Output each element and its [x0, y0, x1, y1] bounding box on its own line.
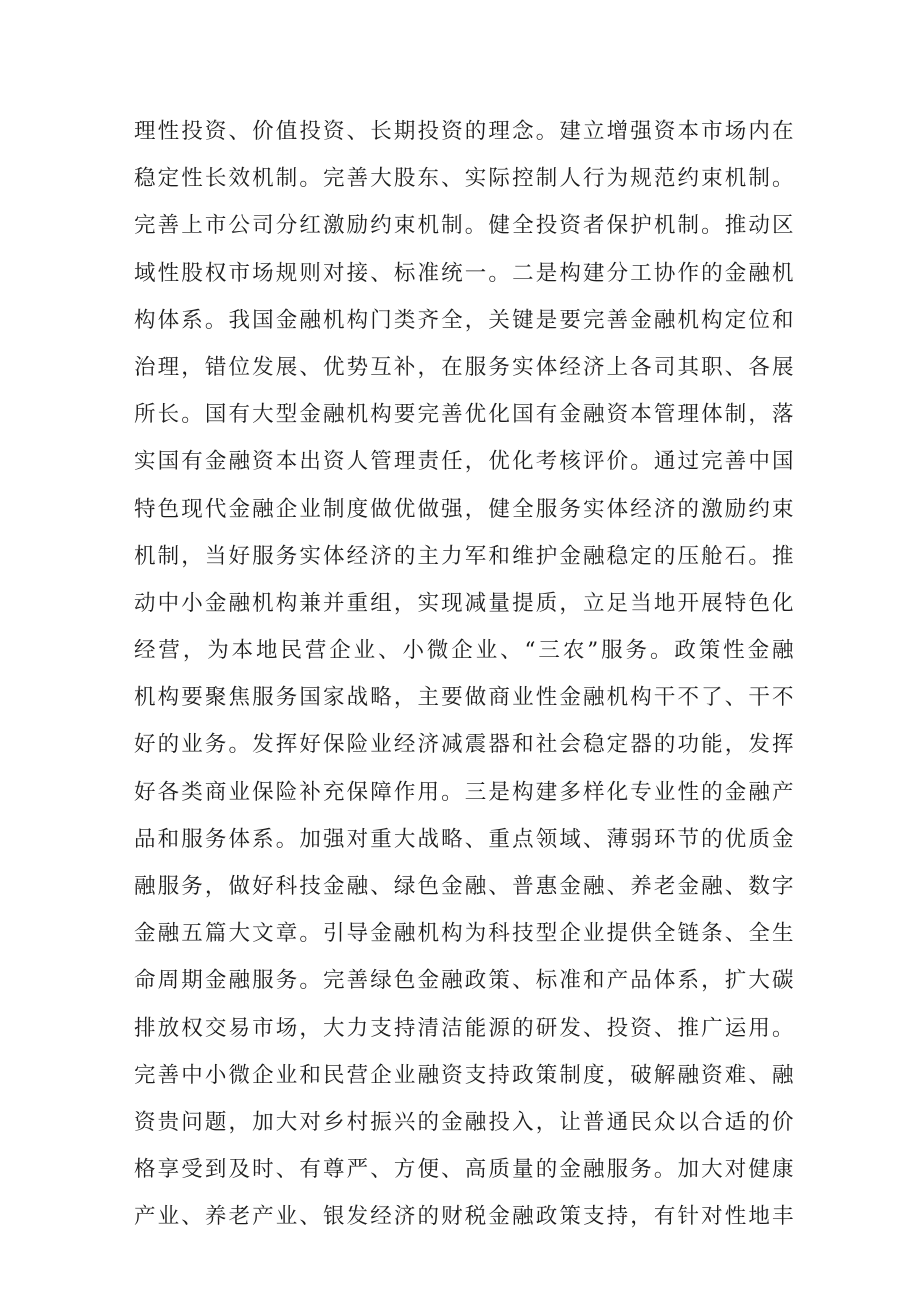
text-line: 稳定性长效机制。完善大股东、实际控制人行为规范约束机制。 — [134, 166, 794, 192]
text-line: 排放权交易市场，大力支持清洁能源的研发、投资、推广运用。 — [134, 1015, 794, 1041]
text-line: 经营，为本地民营企业、小微企业、“三农”服务。政策性金融 — [134, 638, 794, 664]
text-line: 机构要聚焦服务国家战略，主要做商业性金融机构干不了、干不 — [134, 685, 794, 711]
text-line: 实国有金融资本出资人管理责任，优化考核评价。通过完善中国 — [134, 449, 794, 475]
text-line: 治理，错位发展、优势互补，在服务实体经济上各司其职、各展 — [134, 354, 794, 380]
text-line: 动中小金融机构兼并重组，实现减量提质，立足当地开展特色化 — [134, 590, 794, 616]
text-line: 构体系。我国金融机构门类齐全，关键是要完善金融机构定位和 — [134, 307, 794, 333]
text-line: 特色现代金融企业制度做优做强，健全服务实体经济的激励约束 — [134, 496, 794, 522]
body-paragraph — [134, 108, 794, 1241]
text-line: 产业、养老产业、银发经济的财税金融政策支持，有针对性地丰 — [134, 1204, 794, 1230]
text-line: 命周期金融服务。完善绿色金融政策、标准和产品体系，扩大碳 — [134, 968, 794, 994]
text-line: 理性投资、价值投资、长期投资的理念。建立增强资本市场内在 — [134, 119, 794, 144]
text-line: 品和服务体系。加强对重大战略、重点领域、薄弱环节的优质金 — [134, 826, 794, 852]
text-line: 格享受到及时、有尊严、方便、高质量的金融服务。加大对健康 — [134, 1157, 794, 1183]
text-line: 好各类商业保险补充保障作用。三是构建多样化专业性的金融产 — [134, 779, 794, 805]
text-line: 所长。国有大型金融机构要完善优化国有金融资本管理体制，落 — [134, 402, 794, 428]
text-line: 完善上市公司分红激励约束机制。健全投资者保护机制。推动区 — [134, 213, 794, 239]
text-line: 资贵问题，加大对乡村振兴的金融投入，让普通民众以合适的价 — [134, 1109, 794, 1135]
text-line: 机制，当好服务实体经济的主力军和维护金融稳定的压舱石。推 — [134, 543, 794, 569]
text-line: 金融五篇大文章。引导金融机构为科技型企业提供全链条、全生 — [134, 921, 794, 947]
text-line: 好的业务。发挥好保险业经济减震器和社会稳定器的功能，发挥 — [134, 732, 794, 758]
text-line: 域性股权市场规则对接、标准统一。二是构建分工协作的金融机 — [134, 260, 794, 286]
text-line: 融服务，做好科技金融、绿色金融、普惠金融、养老金融、数字 — [134, 874, 794, 899]
text-line: 完善中小微企业和民营企业融资支持政策制度，破解融资难、融 — [134, 1062, 794, 1088]
